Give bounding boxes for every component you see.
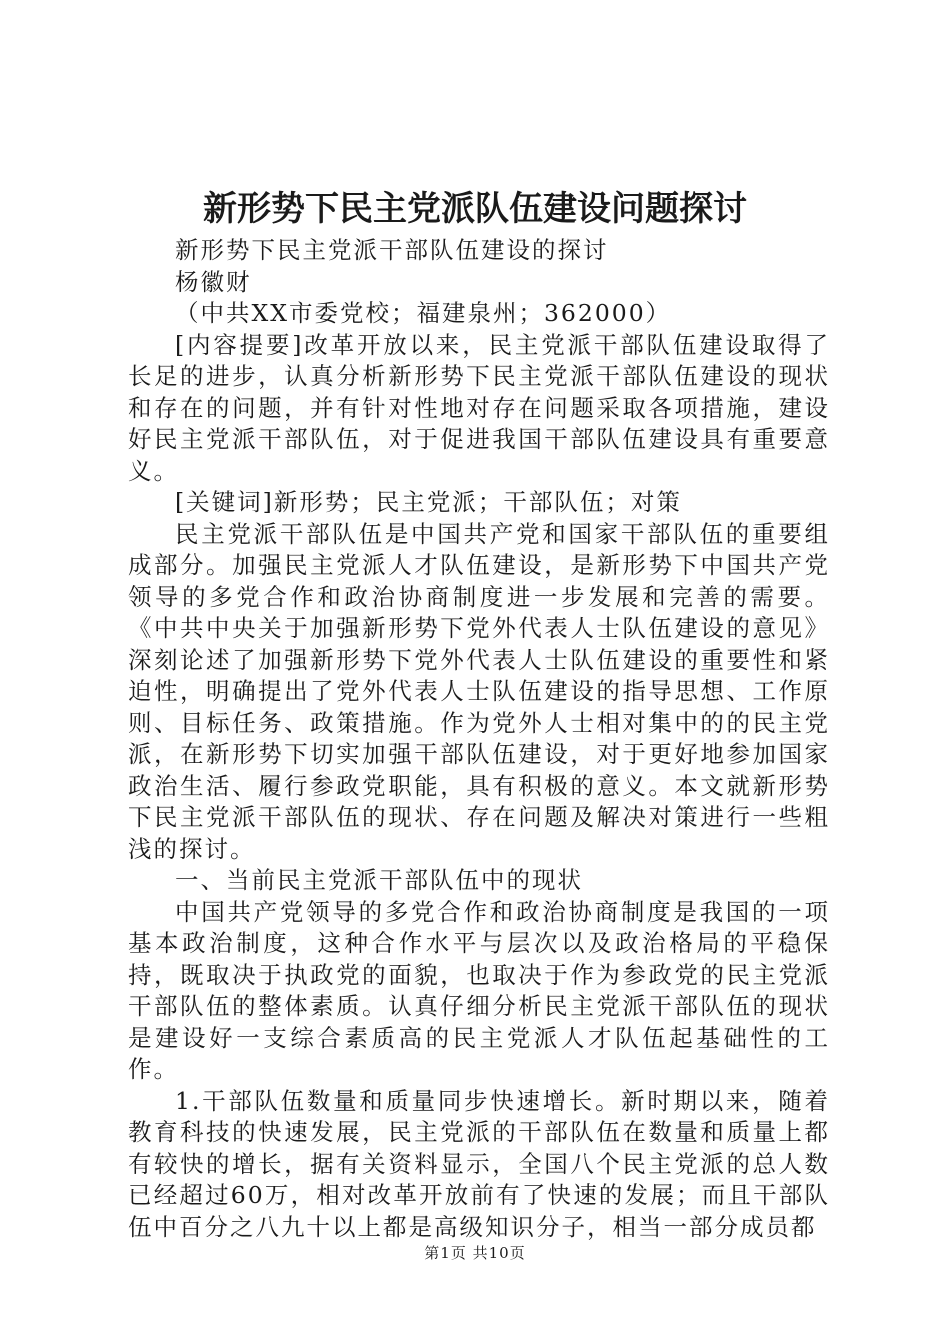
document-body: [128, 235, 830, 1243]
body-paragraph: 中国共产党领导的多党合作和政治协商制度是我国的一项基本政治制度，这种合作水平与层次以及政治格局的平稳保持，既取决于执政党的面貌，也取决于作为参政党的民主党派干部队伍的整体素质。认真仔细分析民主党派干部队伍的现状是建设好一支综合素质高的民主党派人才队伍起基础性的工作。: [128, 897, 830, 1083]
intro-paragraph: 民主党派干部队伍是中国共产党和国家干部队伍的重要组成部分。加强民主党派人才队伍建设，是新形势下中国共产党领导的多党合作和政治协商制度进一步发展和完善的需要。《中共中央关于加强新形势下党外代表人士队伍建设的意见》深刻论述了加强新形势下党外代表人士队伍建设的重要性和紧迫性，明确提出了党外代表人士队伍建设的指导思想、工作原则、目标任务、政策措施。作为党外人士相对集中的的民主党派，在新形势下切实加强干部队伍建设，对于更好地参加国家政治生活、履行参政党职能，具有积极的意义。本文就新形势下民主党派干部队伍的现状、存在问题及解决对策进行一些粗浅的探讨。: [128, 519, 830, 863]
section-heading: 一、当前民主党派干部队伍中的现状: [175, 866, 583, 894]
keywords-paragraph: [关键词]新形势；民主党派；干部队伍；对策: [175, 488, 682, 516]
document-title: 新形势下民主党派队伍建设问题探讨: [203, 189, 747, 229]
subtitle-paragraph: 新形势下民主党派干部队伍建设的探讨: [175, 236, 609, 264]
author-paragraph: 杨徽财: [175, 267, 252, 296]
body-paragraph: 1.干部队伍数量和质量同步快速增长。新时期以来，随着教育科技的快速发展，民主党派的干部队伍在数量和质量上都有较快的增长，据有关资料显示，全国八个民主党派的总人数已经超过60万，相对改革开放前有了快速的发展；而且干部队伍中百分之八九十以上都是高级知识分子，相当一部分成员都: [128, 1086, 830, 1241]
page-footer: 第1页 共10页: [424, 1244, 526, 1262]
affiliation-paragraph: （中共XX市委党校；福建泉州；362000）: [175, 299, 672, 327]
abstract-paragraph: [内容提要]改革开放以来，民主党派干部队伍建设取得了长足的进步，认真分析新形势下民主党派干部队伍建设的现状和存在的问题，并有针对性地对存在问题采取各项措施，建设好民主党派干部队伍，对于促进我国干部队伍建设具有重要意义。: [128, 330, 830, 485]
